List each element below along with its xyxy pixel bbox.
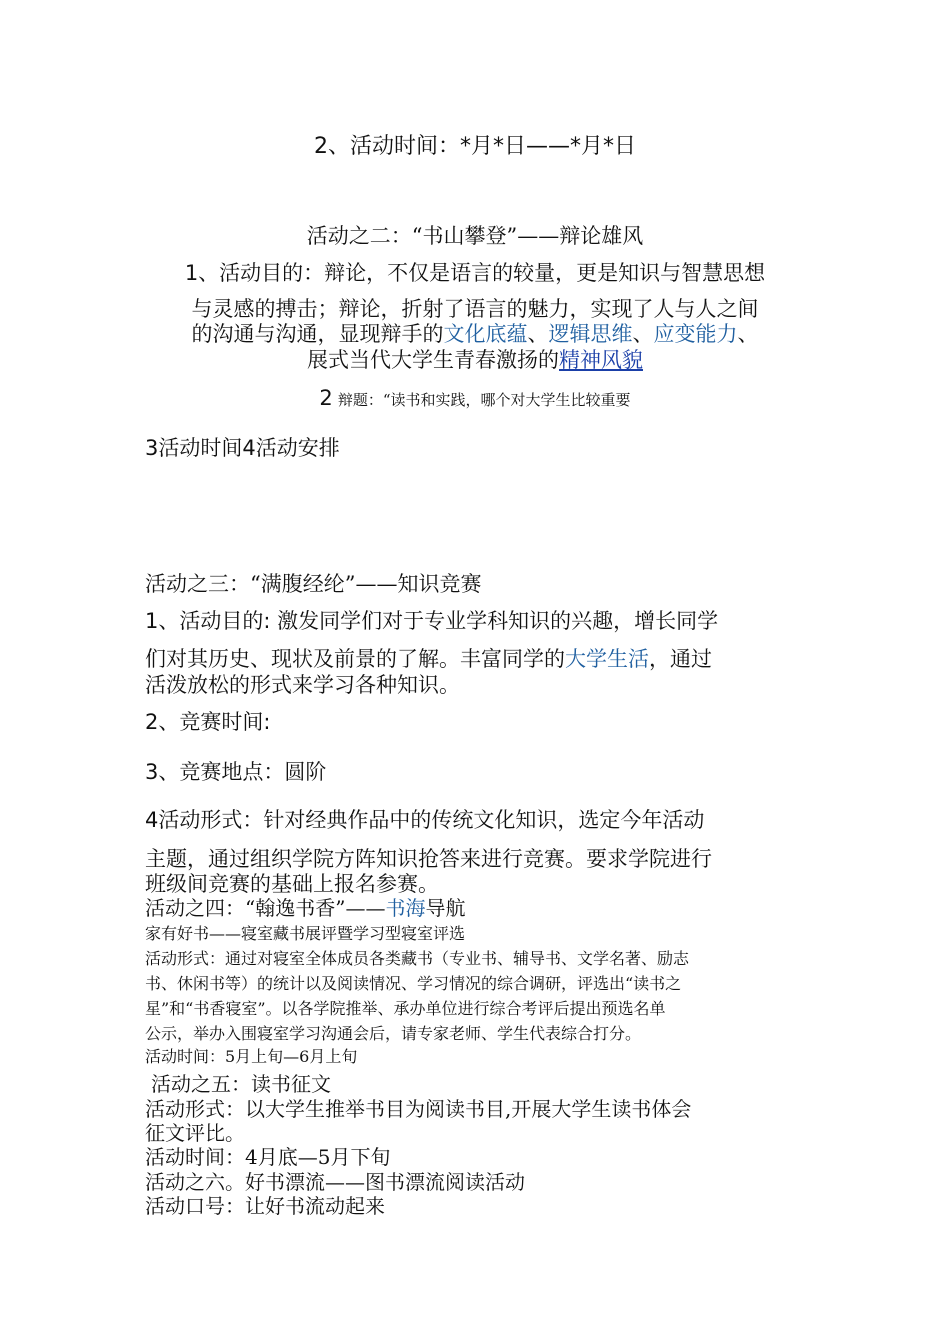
act4-heading-tail: 导航: [425, 896, 466, 920]
act4-heading: [145, 897, 465, 920]
sep: 、: [632, 322, 654, 346]
act3-goal-line2-tail: ，通过: [649, 647, 712, 671]
act2-goal-line4: [0, 348, 950, 372]
act3-form-line1: 4活动形式：针对经典作品中的传统文化知识，选定今年活动: [145, 808, 705, 832]
highlight-college-life: 大学生活: [565, 647, 649, 671]
act5-form-line2: 征文评比。: [145, 1121, 245, 1145]
act5-time: 活动时间：4月底—5月下旬: [145, 1145, 391, 1169]
act2-topic: [0, 386, 950, 410]
act2-goal-line1: 1、活动目的：辩论，不仅是语言的较量，更是知识与智慧思想: [184, 261, 766, 285]
spirit-link[interactable]: 精神风貌: [559, 348, 643, 372]
act4-form-line1: 活动形式：通过对寝室全体成员各类藏书（专业书、辅导书、文学名著、励志: [145, 949, 690, 968]
act3-goal-line3: 活泼放松的形式来学习各种知识。: [145, 673, 460, 697]
act6-slogan: 活动口号：让好书流动起来: [145, 1194, 385, 1218]
act5-heading: 活动之五：读书征文: [151, 1072, 331, 1096]
highlight-culture: 文化底蕴: [443, 322, 528, 346]
act2-topic-text: 辩题：“读书和实践，哪个对大学生比较重要: [337, 391, 631, 409]
sep: 、: [737, 322, 759, 346]
act3-heading: 活动之三：“满腹经纶”——知识竞赛: [145, 572, 482, 596]
act4-time: 活动时间：5月上旬—6月上旬: [145, 1047, 358, 1066]
act2-goal-line2: 与灵感的搏击；辩论，折射了语言的魅力，实现了人与人之间: [191, 297, 759, 321]
act3-time: 2、竞赛时间:: [145, 710, 271, 734]
act3-form-line2: 主题，通过组织学院方阵知识抢答来进行竞赛。要求学院进行: [145, 847, 712, 871]
act4-heading-text: 活动之四：“翰逸书香”——: [145, 896, 386, 920]
act3-goal-line2: [145, 647, 712, 671]
act4-form-line3: 星”和“书香寝室”。以各学院推举、承办单位进行综合考评后提出预选名单: [145, 999, 666, 1018]
act4-form-line2: 书、休闲书等）的统计以及阅读情况、学习情况的综合调研，评选出“读书之: [145, 974, 682, 993]
act2-heading: 活动之二：“书山攀登”——辩论雄风: [306, 224, 644, 248]
act3-place: 3、竞赛地点：圆阶: [145, 760, 327, 784]
act4-subtitle: 家有好书——寝室藏书展评暨学习型寝室评选: [145, 924, 466, 943]
highlight-book-sea: 书海: [385, 896, 426, 920]
act6-heading: 活动之六。好书漂流——图书漂流阅读活动: [145, 1170, 525, 1194]
act2-topic-num: 2: [319, 386, 333, 410]
highlight-adaptability: 应变能力: [653, 322, 738, 346]
act2-goal-line3: [0, 322, 950, 346]
act4-form-line4: 公示，举办入围寝室学习沟通会后，请专家老师、学生代表综合打分。: [145, 1024, 642, 1043]
act3-goal-line2-text: 们对其历史、现状及前景的了解。丰富同学的: [145, 647, 565, 671]
act2-time-arrange: 3活动时间4活动安排: [145, 436, 340, 460]
act3-form-line3: 班级间竞赛的基础上报名参赛。: [145, 872, 439, 896]
highlight-logic: 逻辑思维: [548, 322, 633, 346]
sep: 、: [527, 322, 549, 346]
act1-time: 2、活动时间：*月*日——*月*日: [314, 134, 636, 159]
act2-goal-line4-text: 展式当代大学生青春激扬的: [307, 348, 559, 372]
act5-form-line1: 活动形式：以大学生推举书目为阅读书目,开展大学生读书体会: [145, 1097, 692, 1121]
act2-goal-line3-text: 的沟通与沟通，显现辩手的: [191, 322, 444, 346]
act3-goal-line1: 1、活动目的: 激发同学们对于专业学科知识的兴趣，增长同学: [145, 609, 719, 633]
